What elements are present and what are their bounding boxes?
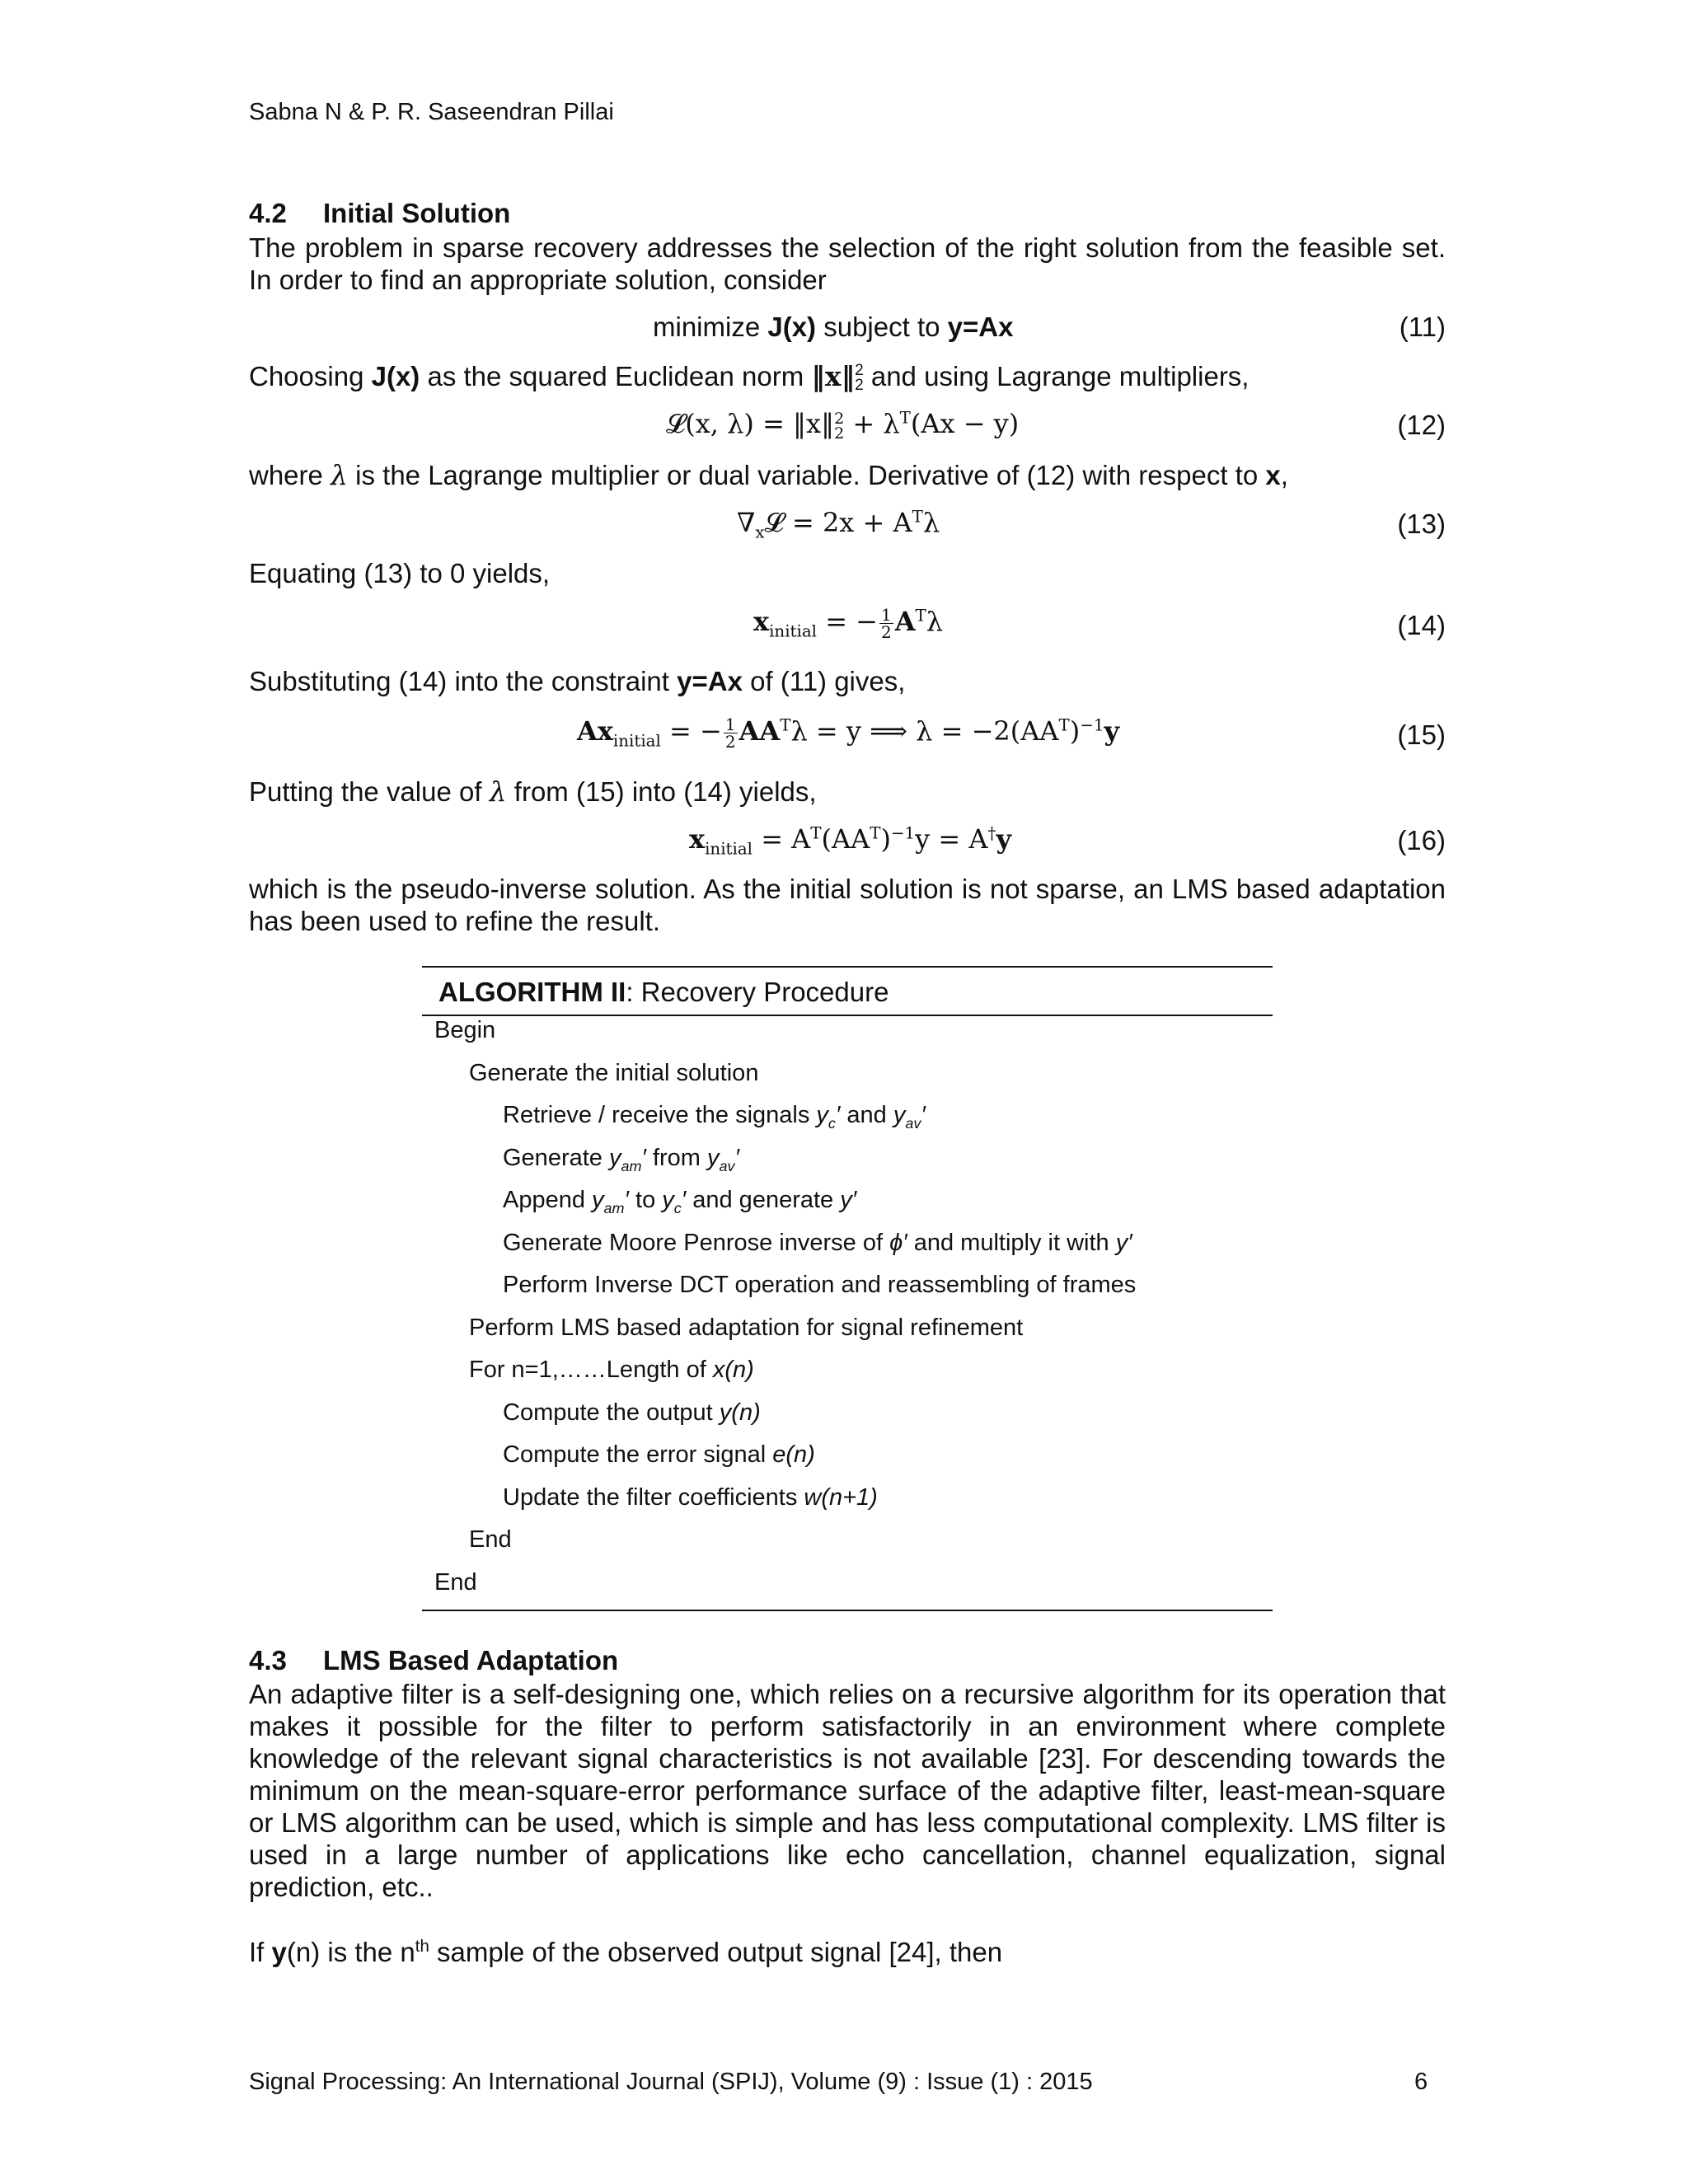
equation-number-12: (12) [1397, 410, 1446, 440]
algorithm-line-error: Compute the error signal e(n) [503, 1441, 815, 1468]
equating-line: Equating (13) to 0 yields, [249, 558, 551, 588]
section-number: 4.2 [249, 198, 287, 228]
equation-number-11: (11) [1399, 312, 1446, 342]
pseudo-inverse-paragraph: which is the pseudo-inverse solution. As the initial solution is not sparse, an LMS based adaptation has been used to refine the result. [249, 874, 1446, 936]
algorithm-line-idct: Perform Inverse DCT operation and reassembling of frames [503, 1272, 1137, 1298]
substituting-line: Substituting (14) into the constraint y=Ax of (11) gives, [249, 666, 906, 696]
equation-11: minimize J(x) subject to y=Ax [653, 312, 1014, 342]
equation-number-13: (13) [1397, 509, 1446, 539]
algorithm-title-rule [422, 1015, 1273, 1016]
algorithm-line-generate-yam: Generate $y_{am}'$ from $y_{av}'$ [503, 1145, 739, 1174]
section-heading-4-3 [249, 1645, 618, 1676]
lms-paragraph: An adaptive filter is a self-designing one, which relies on a recursive algorithm for its operation that makes it possible for the filter to perform satisfactorily in an environment where complete knowledge of the relevant signal characteristics is not available [23]. For descending towards the minimum on the mean-square-error performance surface of the adaptive filter, least-mean-square or LMS algorithm can be used, which is simple and has less computational complexity. LMS filter is used in a large number of applications like echo cancellation, channel equalization, signal prediction, etc.. [249, 1679, 1446, 1902]
equation-number-15: (15) [1397, 719, 1446, 750]
algorithm-line-append: Append $y_{am}'$ to $y_c'$ and generate y′ [503, 1187, 857, 1216]
equation-number-16: (16) [1397, 825, 1446, 855]
equation-13: $\nabla_x𝓛 = 2x + A^T\lambda$ [737, 507, 940, 542]
running-header: Sabna N & P. R. Saseendran Pillai [249, 99, 614, 125]
algorithm-bottom-rule [422, 1610, 1273, 1611]
algorithm-title: ALGORITHM II: Recovery Procedure [438, 977, 889, 1007]
section-heading-4-2 [249, 198, 510, 229]
algorithm-line-lms: Perform LMS based adaptation for signal refinement [469, 1315, 1024, 1341]
algorithm-line-retrieve: Retrieve / receive the signals $y_c'$ and $y_{av}'$ [503, 1102, 926, 1132]
where-line: where λ is the Lagrange multiplier or dual variable. Derivative of (12) with respect to x, [249, 459, 1288, 491]
section-title: Initial Solution [323, 198, 511, 228]
page-number: 6 [1414, 2069, 1428, 2095]
equation-15: $Ax_{initial}$ = − $\frac{1}{2}$ $AA^T\lambda = y$ ⟹ $\lambda = -2(AA^T)^{-1}y$ [577, 715, 1120, 752]
equation-16: $x_{initial} = A^T(AA^T)^{-1}y = A^\dagger y$ [689, 823, 1012, 859]
section-number: 4.3 [249, 1645, 287, 1675]
choosing-line: Choosing J(x) as the squared Euclidean norm ‖x‖ 2 2 and using Lagrange multipliers, [249, 360, 1250, 395]
algorithm-line-output: Compute the output y(n) [503, 1399, 761, 1426]
algorithm-line-update: Update the filter coefficients w(n+1) [503, 1484, 878, 1511]
algorithm-line-end-inner: End [469, 1526, 512, 1553]
putting-line: Putting the value of λ from (15) into (14) yields, [249, 776, 817, 808]
equation-12: 𝓛(x, λ) = ‖x‖ 2 2 + $\lambda^T(Ax - y)$ [666, 408, 1020, 443]
algorithm-line-end-outer: End [434, 1569, 477, 1596]
section-title: LMS Based Adaptation [323, 1645, 619, 1675]
algorithm-top-rule [422, 966, 1273, 968]
algorithm-line-generate-initial: Generate the initial solution [469, 1060, 759, 1086]
journal-footer: Signal Processing: An International Journal (SPIJ), Volume (9) : Issue (1) : 2015 [249, 2069, 1093, 2095]
algorithm-line-for: For n=1,……Length of x(n) [469, 1357, 754, 1383]
intro-paragraph: The problem in sparse recovery addresses the selection of the right solution from the feasible set. In order to find an appropriate solution, consider [249, 232, 1446, 295]
equation-14: $x_{initial}$ = − $\frac{1}{2}$ $A^T\lambda$ [753, 605, 944, 642]
observed-output-line: If y(n) is the $n^{th}$ sample of the observed output signal [24], then [249, 1937, 1003, 1967]
algorithm-line-begin: Begin [434, 1017, 496, 1043]
algorithm-line-moore-penrose: Generate Moore Penrose inverse of ϕ′ and multiply it with y′ [503, 1230, 1132, 1256]
equation-number-14: (14) [1397, 610, 1446, 640]
